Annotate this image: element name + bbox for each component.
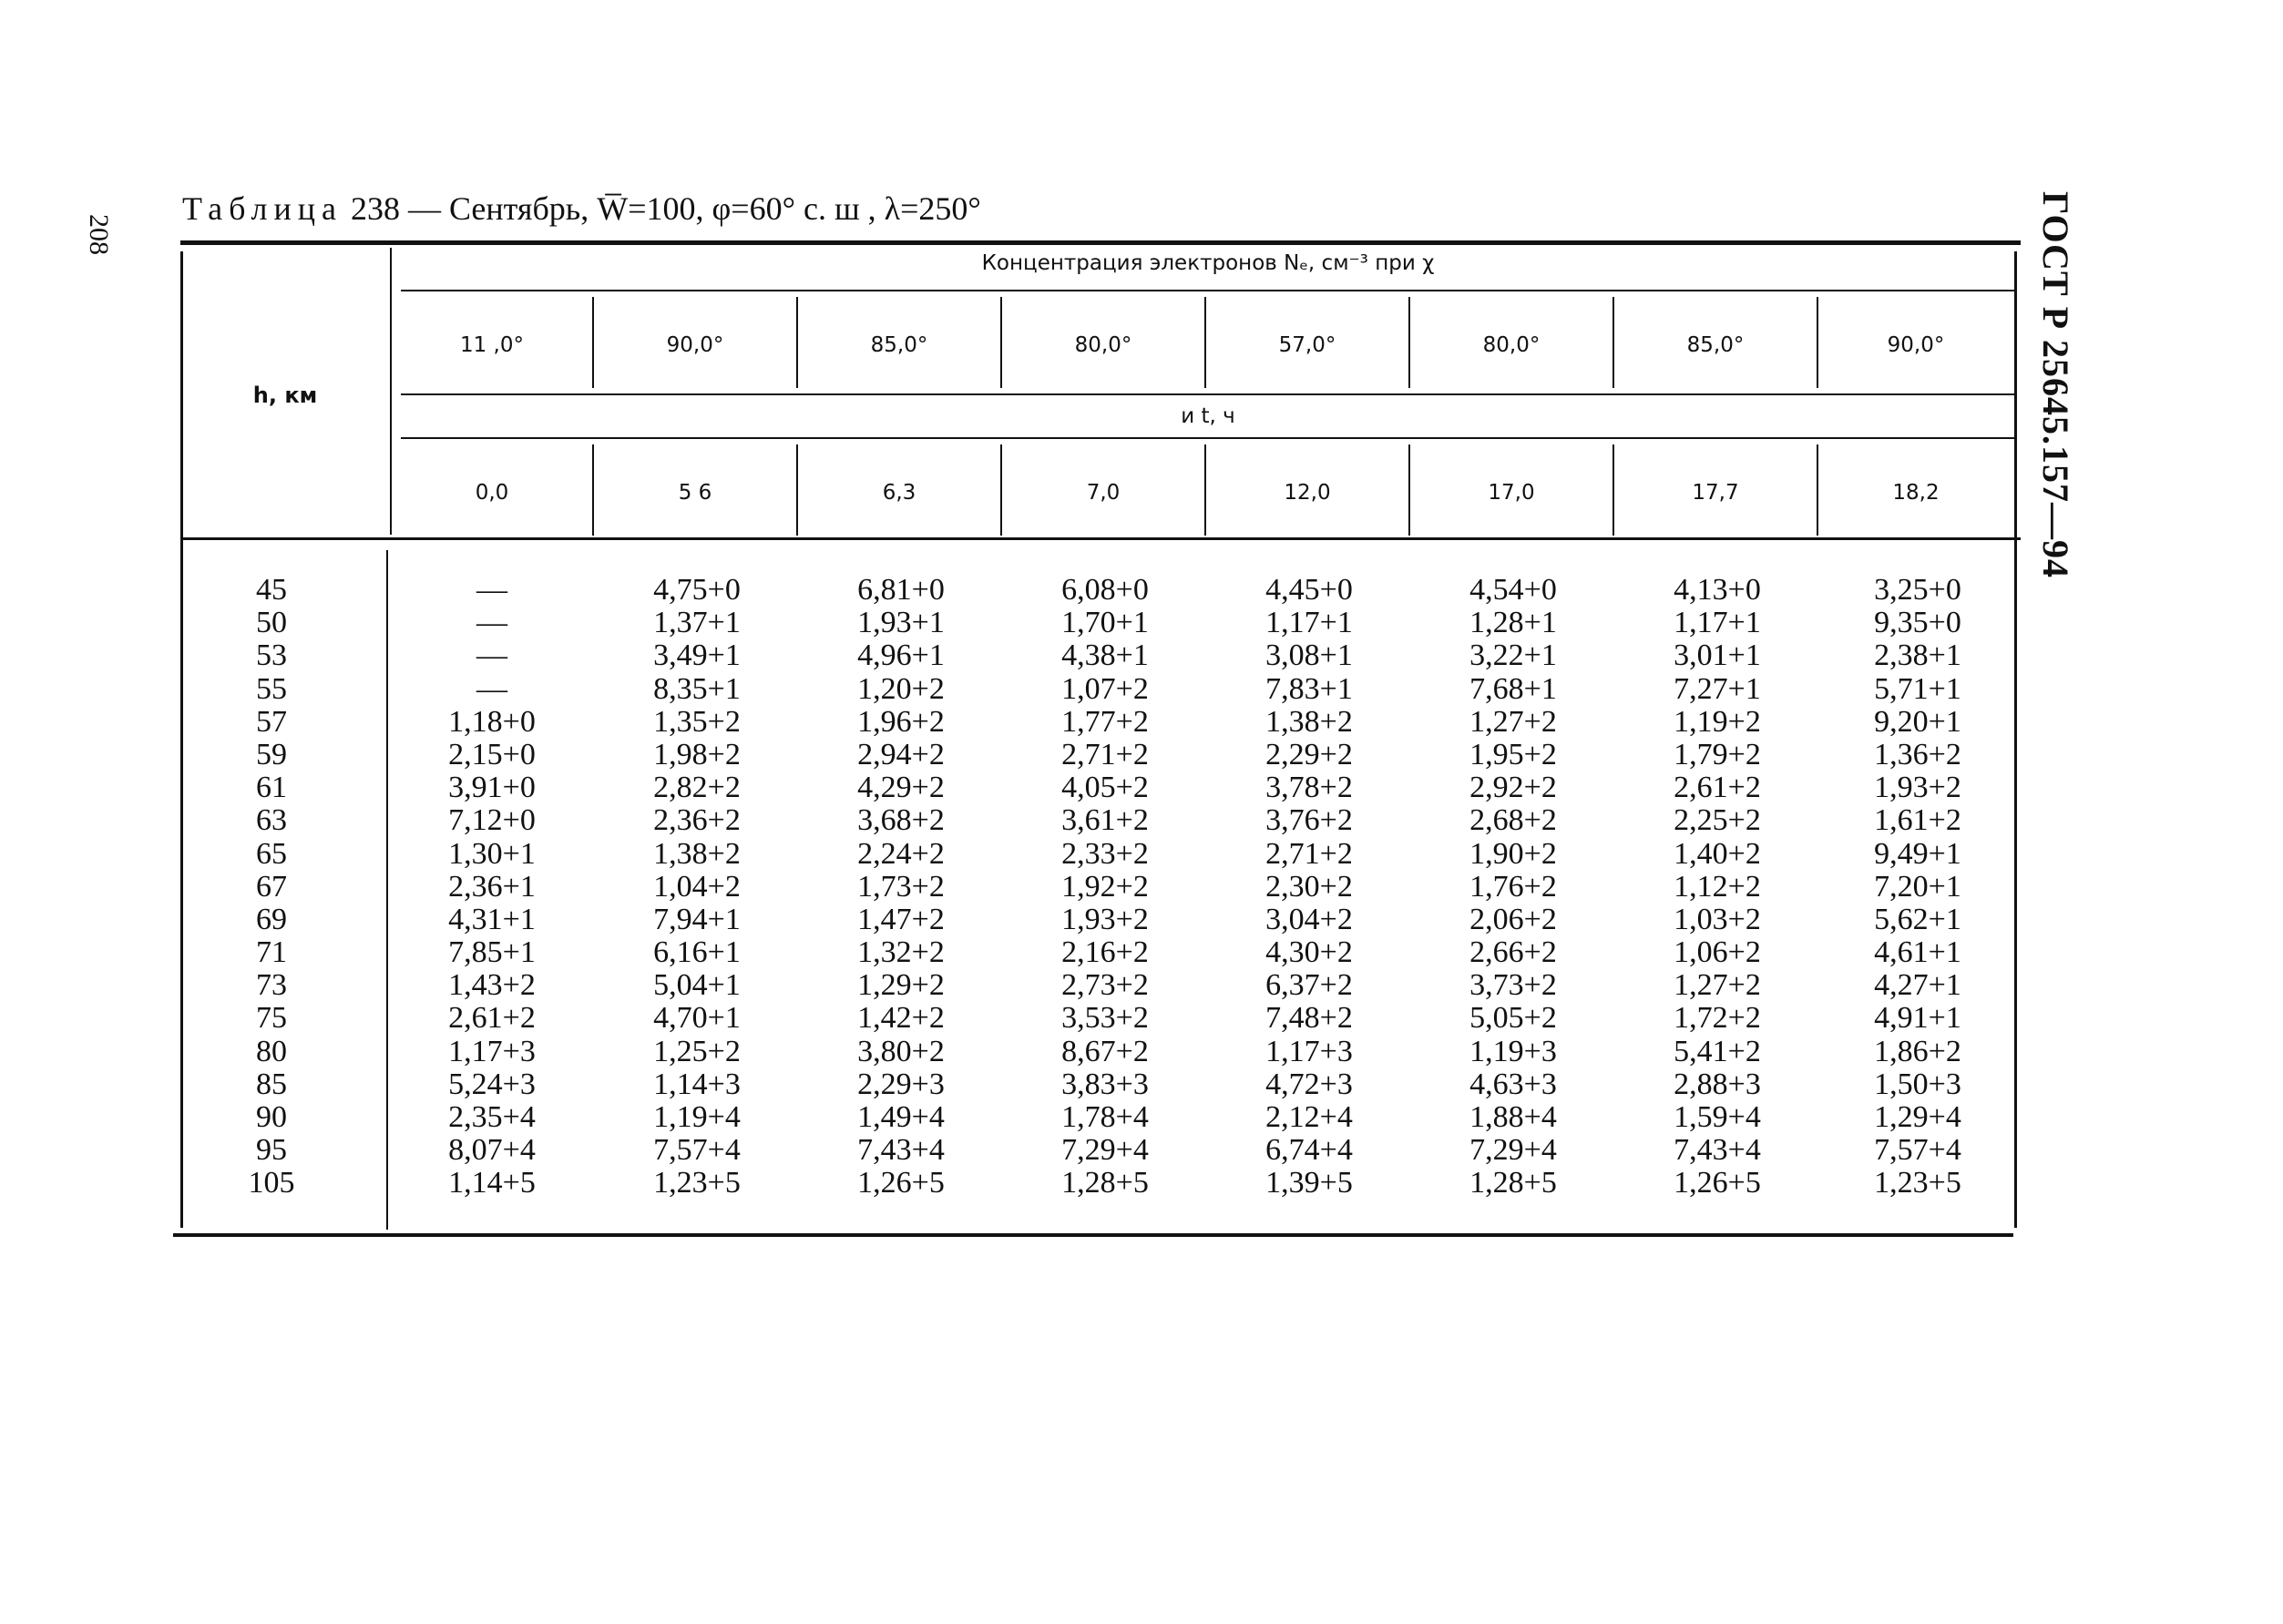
table-cell: 3,61+2 xyxy=(1061,803,1149,838)
time-header: и t, ч xyxy=(1181,404,1235,428)
table-cell: 2,92+2 xyxy=(1469,771,1557,805)
table-cell: 2,94+2 xyxy=(857,737,945,771)
table-cell: 7,85+1 xyxy=(448,935,536,970)
value-column xyxy=(1418,574,1609,1200)
table-cell: 7,57+4 xyxy=(1874,1133,1961,1168)
table-cell: 1,23+5 xyxy=(653,1166,741,1200)
table-cell: 1,06+2 xyxy=(1674,935,1761,970)
rule-below-concentration xyxy=(401,290,2015,291)
table-cell: 3,22+1 xyxy=(1469,638,1557,673)
table-cell: 4,05+2 xyxy=(1061,771,1149,805)
chi-value: 90,0° xyxy=(666,333,724,357)
table-cell: 7,12+0 xyxy=(448,803,536,838)
table-cell: 1,28+5 xyxy=(1061,1166,1149,1200)
value-column xyxy=(1822,574,2013,1200)
table-cell: 1,28+5 xyxy=(1469,1166,1557,1200)
table-cell: 2,12+4 xyxy=(1265,1100,1353,1134)
table-cell: 1,92+2 xyxy=(1061,869,1149,904)
table-cell: 4,13+0 xyxy=(1674,573,1761,607)
table-cell: 1,49+4 xyxy=(857,1100,945,1134)
table-cell: 7,83+1 xyxy=(1265,671,1353,706)
height-cell: 71 xyxy=(256,935,287,970)
table-cell: 2,29+2 xyxy=(1265,737,1353,771)
table-cell: 7,43+4 xyxy=(857,1133,945,1168)
height-cell: 90 xyxy=(256,1100,287,1134)
table-cell: 1,18+0 xyxy=(448,704,536,739)
table-cell: 2,25+2 xyxy=(1674,803,1761,838)
document-code: ГОСТ Р 25645.157—94 xyxy=(2035,191,2076,579)
t-value: 17,7 xyxy=(1692,481,1739,505)
chi-value: 57,0° xyxy=(1278,333,1336,357)
table-cell: 1,79+2 xyxy=(1674,737,1761,771)
table-cell: 1,61+2 xyxy=(1874,803,1961,838)
table-cell: 1,27+2 xyxy=(1469,704,1557,739)
height-cell: 73 xyxy=(256,968,287,1003)
table-cell: 1,95+2 xyxy=(1469,737,1557,771)
table-cell: 1,25+2 xyxy=(653,1034,741,1068)
table-cell: 2,36+2 xyxy=(653,803,741,838)
chi-value: 90,0° xyxy=(1887,333,1945,357)
table-cell: 1,14+5 xyxy=(448,1166,536,1200)
height-cell: 50 xyxy=(256,606,287,640)
table-cell: 2,36+1 xyxy=(448,869,536,904)
table-cell: 7,29+4 xyxy=(1469,1133,1557,1168)
table-cell: 4,72+3 xyxy=(1265,1067,1353,1101)
table-cell: 2,61+2 xyxy=(1674,771,1761,805)
table-cell: 1,88+4 xyxy=(1469,1100,1557,1134)
table-cell: 5,41+2 xyxy=(1674,1034,1761,1068)
height-cell: 75 xyxy=(256,1001,287,1036)
table-cell: 3,53+2 xyxy=(1061,1001,1149,1036)
table-cell: 1,78+4 xyxy=(1061,1100,1149,1134)
table-cell: 2,33+2 xyxy=(1061,836,1149,871)
table-cell: 1,17+3 xyxy=(448,1034,536,1068)
table-cell: 3,73+2 xyxy=(1469,968,1557,1003)
height-cell: 69 xyxy=(256,902,287,936)
table-cell: 9,35+0 xyxy=(1874,606,1961,640)
caption-rest: — Сентябрь, W̅=100, φ=60° с. ш , λ=250° xyxy=(407,190,981,227)
table-cell: 1,43+2 xyxy=(448,968,536,1003)
caption-number: 238 xyxy=(350,190,400,227)
header-bottom-rule xyxy=(180,537,2021,540)
table-cell: 6,37+2 xyxy=(1265,968,1353,1003)
page-number: 208 xyxy=(84,214,114,255)
table-cell: 2,35+4 xyxy=(448,1100,536,1134)
chi-value: 11 ,0° xyxy=(459,333,525,357)
table-cell: — xyxy=(476,573,507,607)
caption-prefix: Таблица xyxy=(182,190,343,227)
t-value: 17,0 xyxy=(1488,481,1535,505)
rule-above-time-header xyxy=(401,393,2015,395)
table-cell: 2,30+2 xyxy=(1265,869,1353,904)
table-cell: 1,26+5 xyxy=(857,1166,945,1200)
table-cell: 4,30+2 xyxy=(1265,935,1353,970)
table-cell: 2,29+3 xyxy=(857,1067,945,1101)
table-cell: 1,12+2 xyxy=(1674,869,1761,904)
table-cell: 1,72+2 xyxy=(1674,1001,1761,1036)
table-cell: 7,57+4 xyxy=(653,1133,741,1168)
height-cell: 59 xyxy=(256,737,287,771)
table-cell: 1,59+4 xyxy=(1674,1100,1761,1134)
table-cell: 1,39+5 xyxy=(1265,1166,1353,1200)
table-cell: 7,20+1 xyxy=(1874,869,1961,904)
table-cell: 1,38+2 xyxy=(653,836,741,871)
table-cell: 3,91+0 xyxy=(448,771,536,805)
table-cell: 4,70+1 xyxy=(653,1001,741,1036)
table-cell: 3,83+3 xyxy=(1061,1067,1149,1101)
table-cell: 1,27+2 xyxy=(1674,968,1761,1003)
table-cell: 2,06+2 xyxy=(1469,902,1557,936)
t-value: 6,3 xyxy=(882,481,916,505)
table-cell: 2,15+0 xyxy=(448,737,536,771)
table-cell: 1,70+1 xyxy=(1061,606,1149,640)
table-cell: 1,17+1 xyxy=(1265,606,1353,640)
table-cell: 2,71+2 xyxy=(1265,836,1353,871)
height-cell: 53 xyxy=(256,638,287,673)
value-column xyxy=(601,574,793,1200)
table-cell: 1,40+2 xyxy=(1674,836,1761,871)
t-value: 5 6 xyxy=(678,481,712,505)
table-cell: 1,47+2 xyxy=(857,902,945,936)
table-cell: 1,28+1 xyxy=(1469,606,1557,640)
table-cell: 8,67+2 xyxy=(1061,1034,1149,1068)
table-cell: 4,63+3 xyxy=(1469,1067,1557,1101)
table-cell: 1,14+3 xyxy=(653,1067,741,1101)
table-cell: 6,08+0 xyxy=(1061,573,1149,607)
table-cell: 7,29+4 xyxy=(1061,1133,1149,1168)
table-cell: 1,93+1 xyxy=(857,606,945,640)
table-cell: 6,16+1 xyxy=(653,935,741,970)
table-cell: 4,45+0 xyxy=(1265,573,1353,607)
table-cell: 5,05+2 xyxy=(1469,1001,1557,1036)
table-cell: 7,27+1 xyxy=(1674,671,1761,706)
value-column xyxy=(1622,574,1813,1200)
t-value: 18,2 xyxy=(1892,481,1940,505)
height-column-divider-body xyxy=(386,550,388,1230)
table-cell: 2,88+3 xyxy=(1674,1067,1761,1101)
table-cell: — xyxy=(476,606,507,640)
table-cell: 1,17+3 xyxy=(1265,1034,1353,1068)
table-cell: 6,81+0 xyxy=(857,573,945,607)
value-column xyxy=(1009,574,1201,1200)
table-cell: 4,54+0 xyxy=(1469,573,1557,607)
table-cell: 4,61+1 xyxy=(1874,935,1961,970)
table-cell: 4,75+0 xyxy=(653,573,741,607)
table-cell: 1,04+2 xyxy=(653,869,741,904)
table-cell: 3,25+0 xyxy=(1874,573,1961,607)
table-cell: — xyxy=(476,638,507,673)
table-cell: 1,19+3 xyxy=(1469,1034,1557,1068)
table-cell: 7,94+1 xyxy=(653,902,741,936)
table-cell: 3,68+2 xyxy=(857,803,945,838)
height-cell: 45 xyxy=(256,573,287,607)
table-cell: 1,77+2 xyxy=(1061,704,1149,739)
table-cell: 1,96+2 xyxy=(857,704,945,739)
value-column xyxy=(805,574,997,1200)
row-header-height: h, км xyxy=(252,383,318,408)
table-cell: 5,04+1 xyxy=(653,968,741,1003)
table-right-border xyxy=(2014,251,2017,1228)
chi-value: 85,0° xyxy=(1686,333,1745,357)
height-cell: 55 xyxy=(256,671,287,706)
table-cell: 1,19+2 xyxy=(1674,704,1761,739)
table-cell: 2,68+2 xyxy=(1469,803,1557,838)
table-cell: 1,98+2 xyxy=(653,737,741,771)
table-cell: 1,20+2 xyxy=(857,671,945,706)
table-cell: 8,35+1 xyxy=(653,671,741,706)
height-cell: 57 xyxy=(256,704,287,739)
table-cell: 3,80+2 xyxy=(857,1034,945,1068)
table-cell: 3,01+1 xyxy=(1674,638,1761,673)
value-column xyxy=(1213,574,1405,1200)
table-top-rule xyxy=(180,240,2021,245)
table-cell: 8,07+4 xyxy=(448,1133,536,1168)
table-caption xyxy=(182,189,981,228)
table-cell: 2,38+1 xyxy=(1874,638,1961,673)
table-cell: 2,82+2 xyxy=(653,771,741,805)
table-cell: 1,73+2 xyxy=(857,869,945,904)
table-cell: 6,74+4 xyxy=(1265,1133,1353,1168)
table-cell: 1,30+1 xyxy=(448,836,536,871)
table-cell: 1,42+2 xyxy=(857,1001,945,1036)
table-cell: 1,93+2 xyxy=(1874,771,1961,805)
height-cell: 67 xyxy=(256,869,287,904)
table-cell: 1,19+4 xyxy=(653,1100,741,1134)
height-cell: 95 xyxy=(256,1133,287,1168)
height-cell: 105 xyxy=(248,1166,295,1200)
table-cell: 1,29+2 xyxy=(857,968,945,1003)
table-cell: 2,24+2 xyxy=(857,836,945,871)
table-cell: 4,29+2 xyxy=(857,771,945,805)
table-cell: 1,50+3 xyxy=(1874,1067,1961,1101)
table-cell: 2,73+2 xyxy=(1061,968,1149,1003)
table-bottom-rule xyxy=(173,1233,2013,1237)
table-cell: 7,43+4 xyxy=(1674,1133,1761,1168)
chi-value: 85,0° xyxy=(870,333,928,357)
table-cell: 3,76+2 xyxy=(1265,803,1353,838)
table-cell: 1,37+1 xyxy=(653,606,741,640)
table-cell: 7,68+1 xyxy=(1469,671,1557,706)
table-cell: 4,91+1 xyxy=(1874,1001,1961,1036)
table-cell: 1,32+2 xyxy=(857,935,945,970)
t-value: 12,0 xyxy=(1284,481,1331,505)
table-cell: 3,78+2 xyxy=(1265,771,1353,805)
table-cell: — xyxy=(476,671,507,706)
table-cell: 4,27+1 xyxy=(1874,968,1961,1003)
t-value: 7,0 xyxy=(1086,481,1121,505)
table-cell: 1,38+2 xyxy=(1265,704,1353,739)
height-cell: 85 xyxy=(256,1067,287,1101)
table-cell: 3,08+1 xyxy=(1265,638,1353,673)
table-cell: 1,17+1 xyxy=(1674,606,1761,640)
rule-below-time-header xyxy=(401,437,2015,439)
table-cell: 4,38+1 xyxy=(1061,638,1149,673)
table-cell: 5,71+1 xyxy=(1874,671,1961,706)
table-cell: 1,76+2 xyxy=(1469,869,1557,904)
table-cell: 1,90+2 xyxy=(1469,836,1557,871)
table-cell: 3,49+1 xyxy=(653,638,741,673)
table-cell: 1,86+2 xyxy=(1874,1034,1961,1068)
table-cell: 2,71+2 xyxy=(1061,737,1149,771)
chi-value: 80,0° xyxy=(1074,333,1132,357)
table-cell: 1,03+2 xyxy=(1674,902,1761,936)
table-cell: 1,26+5 xyxy=(1674,1166,1761,1200)
height-cell: 61 xyxy=(256,771,287,805)
concentration-header: Концентрация электронов Nₑ, см⁻³ при χ xyxy=(981,251,1435,275)
table-cell: 5,62+1 xyxy=(1874,902,1961,936)
table-cell: 1,35+2 xyxy=(653,704,741,739)
table-cell: 1,23+5 xyxy=(1874,1166,1961,1200)
height-cell: 80 xyxy=(256,1034,287,1068)
table-cell: 3,04+2 xyxy=(1265,902,1353,936)
height-cell: 65 xyxy=(256,836,287,871)
value-column xyxy=(401,574,583,1200)
table-cell: 4,31+1 xyxy=(448,902,536,936)
table-cell: 2,16+2 xyxy=(1061,935,1149,970)
height-cell: 63 xyxy=(256,803,287,838)
table-cell: 1,07+2 xyxy=(1061,671,1149,706)
t-value: 0,0 xyxy=(475,481,509,505)
table-cell: 1,29+4 xyxy=(1874,1100,1961,1134)
table-cell: 9,20+1 xyxy=(1874,704,1961,739)
height-column xyxy=(208,574,335,1200)
chi-value: 80,0° xyxy=(1482,333,1541,357)
table-cell: 1,36+2 xyxy=(1874,737,1961,771)
table-cell: 7,48+2 xyxy=(1265,1001,1353,1036)
table-cell: 9,49+1 xyxy=(1874,836,1961,871)
table-cell: 1,93+2 xyxy=(1061,902,1149,936)
table-cell: 2,61+2 xyxy=(448,1001,536,1036)
table-cell: 2,66+2 xyxy=(1469,935,1557,970)
table-cell: 5,24+3 xyxy=(448,1067,536,1101)
table-cell: 4,96+1 xyxy=(857,638,945,673)
